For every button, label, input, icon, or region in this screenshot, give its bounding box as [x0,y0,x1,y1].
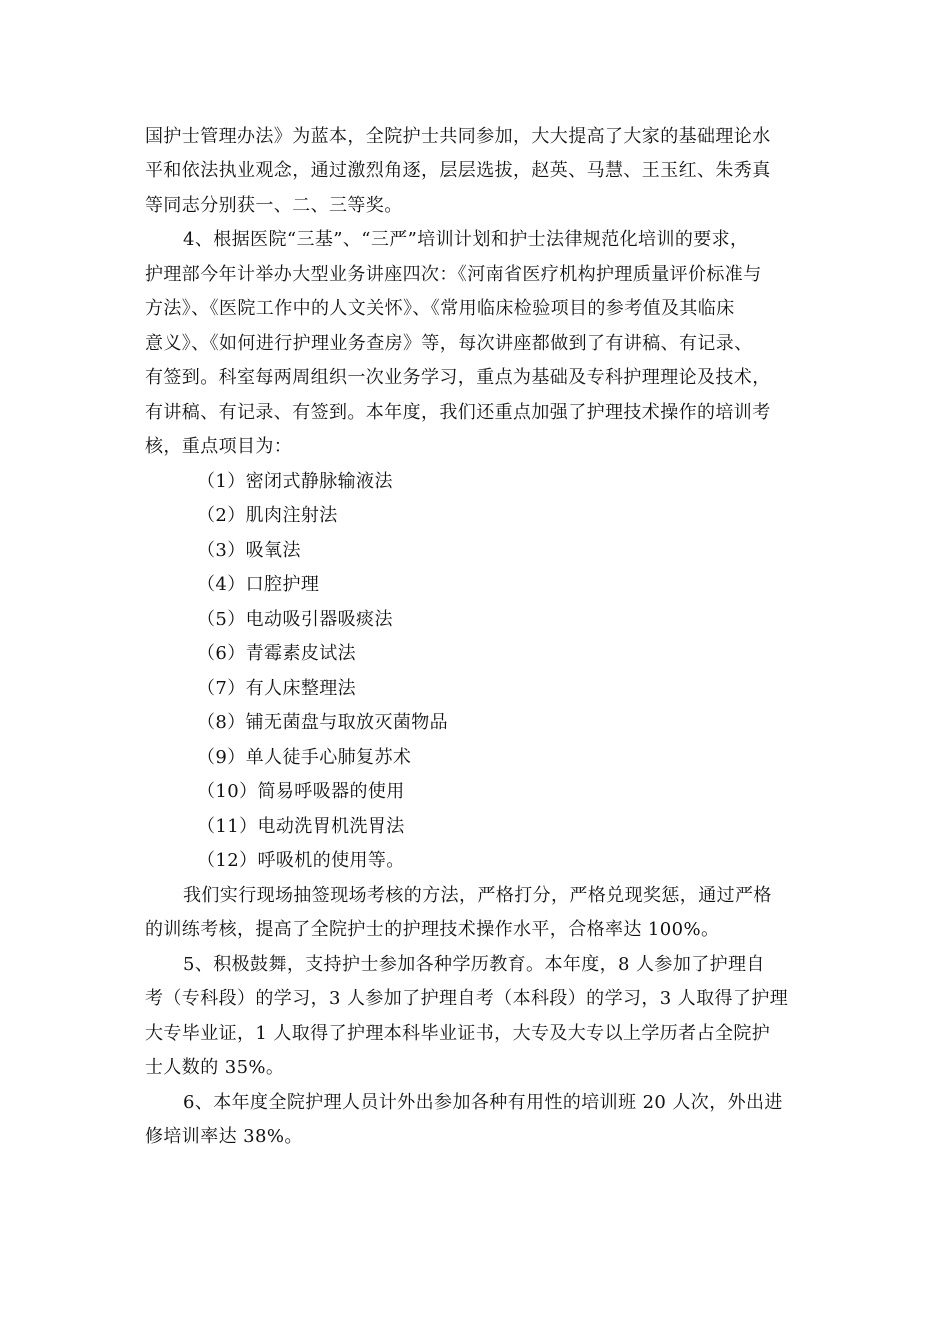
list-item: （1）密闭式静脉输液法 [197,471,393,492]
paragraph-4-line-1: 5、积极鼓舞，支持护士参加各种学历教育。本年度，8 人参加了护理自 [183,954,765,975]
paragraph-1-line-3: 等同志分别获一、二、三等奖。 [145,195,403,216]
paragraph-5-line-2: 修培训率达 38%。 [145,1126,303,1147]
paragraph-4-line-2: 考（专科段）的学习，3 人参加了护理自考（本科段）的学习，3 人取得了护理 [145,988,789,1009]
list-item: （11）电动洗胃机洗胃法 [197,816,405,837]
paragraph-5-line-1: 6、本年度全院护理人员计外出参加各种有用性的培训班 20 人次，外出进 [183,1092,783,1113]
paragraph-4-line-3: 大专毕业证，1 人取得了护理本科毕业证书，大专及大专以上学历者占全院护 [145,1023,771,1044]
list-item: （10）简易呼吸器的使用 [197,781,405,802]
paragraph-2-line-6: 有讲稿、有记录、有签到。本年度，我们还重点加强了护理技术操作的培训考 [145,402,771,423]
paragraph-3-line-1: 我们实行现场抽签现场考核的方法，严格打分，严格兑现奖惩，通过严格 [183,885,772,906]
list-item: （6）青霉素皮试法 [197,643,357,664]
list-item: （2）肌肉注射法 [197,505,338,526]
list-item: （4）口腔护理 [197,574,320,595]
paragraph-4-line-4: 士人数的 35%。 [145,1057,285,1078]
list-item: （5）电动吸引器吸痰法 [197,609,393,630]
paragraph-2-line-2: 护理部今年计举办大型业务讲座四次：《河南省医疗机构护理质量评价标准与 [145,264,762,285]
paragraph-2-line-4: 意义》、《如何进行护理业务查房》等，每次讲座都做到了有讲稿、有记录、 [145,333,753,354]
paragraph-3-line-2: 的训练考核，提高了全院护士的护理技术操作水平，合格率达 100%。 [145,919,720,940]
paragraph-1-line-1: 国护士管理办法》为蓝本，全院护士共同参加，大大提高了大家的基础理论水 [145,126,771,147]
paragraph-2-line-7: 核，重点项目为： [145,436,293,457]
list-item: （12）呼吸机的使用等。 [197,850,405,871]
paragraph-1-line-2: 平和依法执业观念，通过激烈角逐，层层选拔，赵英、马慧、王玉红、朱秀真 [145,160,771,181]
list-item: （7）有人床整理法 [197,678,357,699]
list-item: （8）铺无菌盘与取放灭菌物品 [197,712,449,733]
paragraph-2-line-3: 方法》、《医院工作中的人文关怀》、《常用临床检验项目的参考值及其临床 [145,298,735,319]
list-item: （9）单人徒手心肺复苏术 [197,747,412,768]
paragraph-2-line-5: 有签到。科室每两周组织一次业务学习，重点为基础及专科护理理论及技术， [145,367,771,388]
list-item: （3）吸氧法 [197,540,301,561]
paragraph-2-line-1: 4、根据医院“三基”、“三严”培训计划和护士法律规范化培训的要求， [183,229,749,250]
